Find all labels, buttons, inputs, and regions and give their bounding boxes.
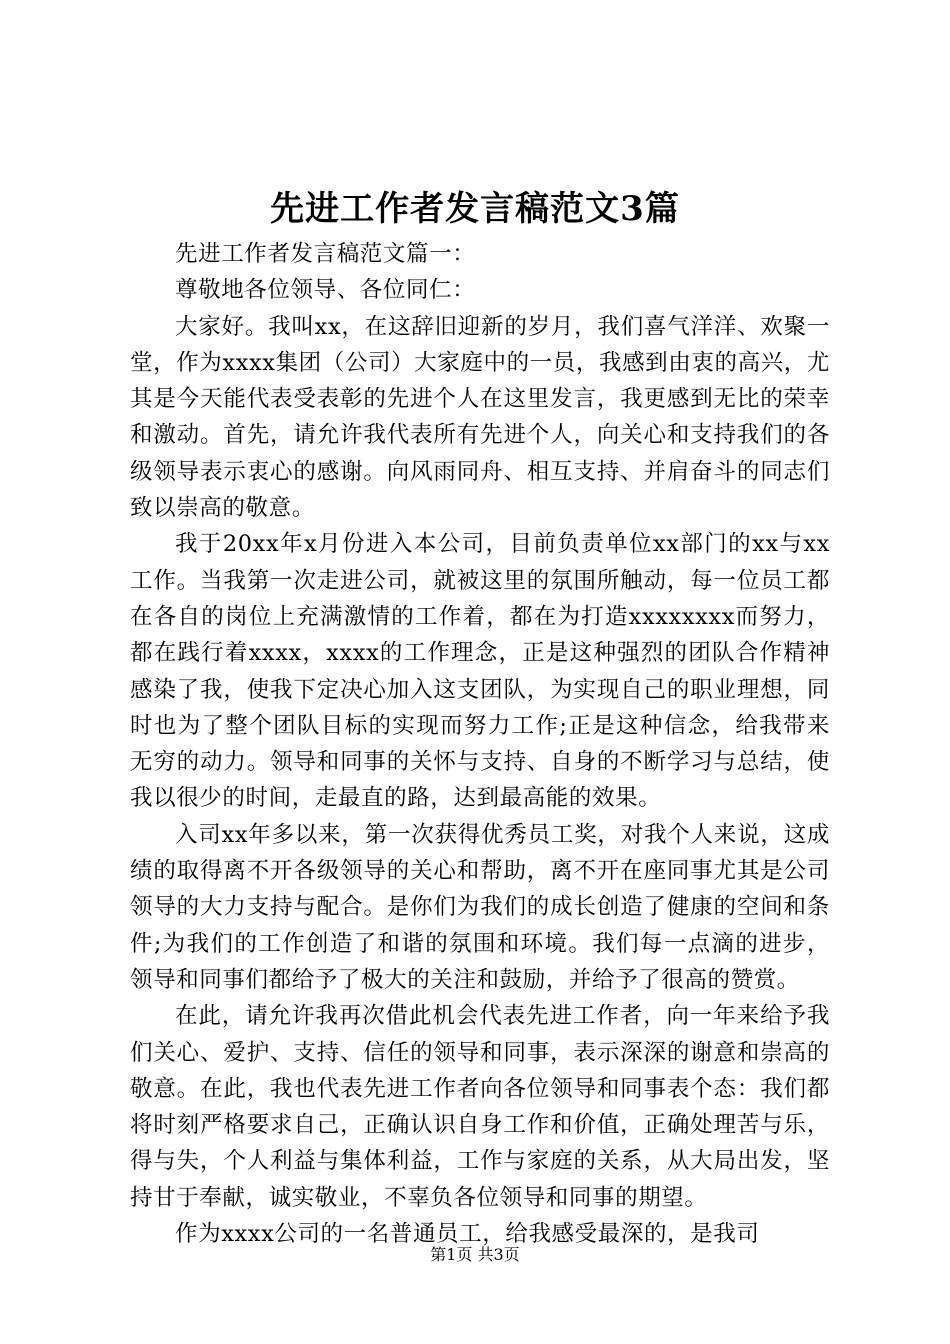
document-body <box>130 236 830 1252</box>
paragraph: 先进工作者发言稿范文篇一： <box>175 241 476 267</box>
paragraph: 大家好。我叫xx，在这辞旧迎新的岁月，我们喜气洋洋、欢聚一堂，作为xxxx集团（公司）大家庭中的一员，我感到由衷的高兴，尤其是今天能代表受表彰的先进个人在这里发言，我更感到无比的荣幸和激动。首先，请允许我代表所有先进个人，向关心和支持我们的各级领导表示衷心的感谢。向风雨同舟、相互支持、并肩奋斗的同志们致以崇高的敬意。 <box>130 313 830 522</box>
paragraph: 在此，请允许我再次借此机会代表先进工作者，向一年来给予我们关心、爱护、支持、信任的领导和同事，表示深深的谢意和崇高的敬意。在此，我也代表先进工作者向各位领导和同事表个态：我们都将时刻严格要求自己，正确认识自身工作和价值，正确处理苦与乐，得与失，个人利益与集体利益，工作与家庭的关系，从大局出发，坚持甘于奉献，诚实敬业，不辜负各位领导和同事的期望。 <box>130 1003 830 1211</box>
page-footer: 第1页 共3页 <box>430 1245 520 1264</box>
paragraph: 作为xxxx公司的一名普通员工，给我感受最深的，是我司 <box>175 1221 760 1248</box>
document-title: 先进工作者发言稿范文3篇 <box>270 189 680 229</box>
paragraph: 我于20xx年x月份进入本公司，目前负责单位xx部门的xx与xx工作。当我第一次走进公司，就被这里的氛围所触动，每一位员工都在各自的岗位上充满激情的工作着，都在为打造xxxxxxxx而努力，都在践行着xxxx，xxxx的工作理念，正是这种强烈的团队合作精神感染了我，使我下定决心加入这支团队，为实现自己的职业理想，同时也为了整个团队目标的实现而努力工作;正是这种信念，给我带来无穷的动力。领导和同事的关怀与支持、自身的不断学习与总结，使我以很少的时间，走最直的路，达到最高能的效果。 <box>130 531 830 812</box>
paragraph: 尊敬地各位领导、各位同仁： <box>175 277 476 304</box>
paragraph: 入司xx年多以来，第一次获得优秀员工奖，对我个人来说，这成绩的取得离不开各级领导的关心和帮助，离不开在座同事尤其是公司领导的大力支持与配合。是你们为我们的成长创造了健康的空间和条件;为我们的工作创造了和谐的氛围和环境。我们每一点滴的进步，领导和同事们都给予了极大的关注和鼓励，并给予了很高的赞赏。 <box>130 821 830 993</box>
